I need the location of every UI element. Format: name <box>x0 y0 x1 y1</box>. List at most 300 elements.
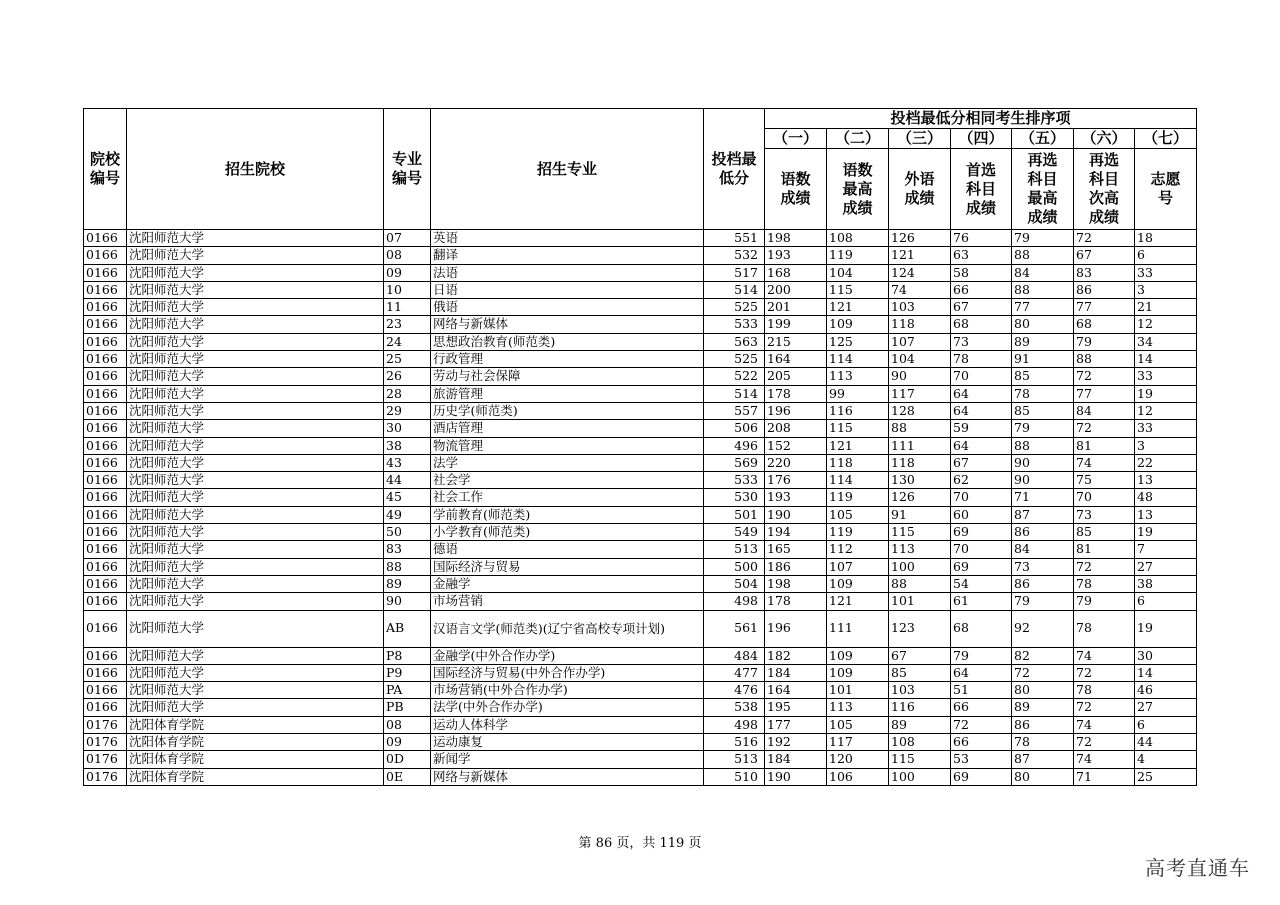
table-cell: 沈阳师范大学 <box>127 593 384 610</box>
table-cell: 社会学 <box>431 472 704 489</box>
table-cell: 78 <box>1074 610 1135 647</box>
table-cell: 33 <box>1135 420 1197 437</box>
table-cell: 08 <box>384 716 431 733</box>
table-cell: 沈阳师范大学 <box>127 230 384 247</box>
table-cell: 176 <box>765 472 827 489</box>
table-cell: 0166 <box>84 664 127 681</box>
table-cell: 103 <box>889 299 951 316</box>
table-cell: 61 <box>951 593 1012 610</box>
table-cell: 83 <box>1074 264 1135 281</box>
table-cell: 513 <box>704 541 765 558</box>
table-cell: 125 <box>827 333 889 350</box>
table-cell: 0166 <box>84 472 127 489</box>
table-cell: 115 <box>889 524 951 541</box>
table-cell: 网络与新媒体 <box>431 316 704 333</box>
header-sub-label: 再选科目次高成绩 <box>1074 149 1135 230</box>
table-cell: 小学教育(师范类) <box>431 524 704 541</box>
table-cell: 沈阳师范大学 <box>127 610 384 647</box>
table-cell: P8 <box>384 647 431 664</box>
table-cell: 79 <box>1074 593 1135 610</box>
table-cell: 64 <box>951 402 1012 419</box>
table-cell: 99 <box>827 385 889 402</box>
table-cell: 73 <box>951 333 1012 350</box>
table-cell: 0176 <box>84 768 127 785</box>
table-cell: 0166 <box>84 316 127 333</box>
table-cell: 72 <box>1074 420 1135 437</box>
table-cell: 历史学(师范类) <box>431 402 704 419</box>
table-cell: 66 <box>951 699 1012 716</box>
table-cell: 10 <box>384 281 431 298</box>
table-cell: 90 <box>384 593 431 610</box>
table-cell: 13 <box>1135 472 1197 489</box>
table-cell: 72 <box>1012 664 1074 681</box>
table-cell: 104 <box>827 264 889 281</box>
table-cell: 49 <box>384 506 431 523</box>
table-cell: 劳动与社会保障 <box>431 368 704 385</box>
table-row <box>84 368 1197 385</box>
table-cell: 80 <box>1012 768 1074 785</box>
table-row <box>84 734 1197 751</box>
table-cell: 75 <box>1074 472 1135 489</box>
table-cell: 80 <box>1012 316 1074 333</box>
table-cell: 106 <box>827 768 889 785</box>
table-cell: 沈阳师范大学 <box>127 664 384 681</box>
table-cell: 0166 <box>84 506 127 523</box>
table-cell: 193 <box>765 489 827 506</box>
table-cell: 沈阳师范大学 <box>127 472 384 489</box>
table-cell: 200 <box>765 281 827 298</box>
table-cell: 67 <box>889 647 951 664</box>
table-cell: 220 <box>765 454 827 471</box>
table-cell: 3 <box>1135 281 1197 298</box>
table-cell: 18 <box>1135 230 1197 247</box>
table-cell: 498 <box>704 716 765 733</box>
score-table <box>83 108 1197 786</box>
table-cell: 67 <box>951 299 1012 316</box>
table-cell: 78 <box>1012 385 1074 402</box>
table-cell: 84 <box>1074 402 1135 419</box>
table-cell: 88 <box>1012 437 1074 454</box>
table-cell: 74 <box>889 281 951 298</box>
table-cell: 29 <box>384 402 431 419</box>
table-cell: 165 <box>765 541 827 558</box>
table-cell: 13 <box>1135 506 1197 523</box>
table-cell: 190 <box>765 506 827 523</box>
table-cell: 78 <box>1012 734 1074 751</box>
table-cell: 沈阳师范大学 <box>127 647 384 664</box>
table-cell: 90 <box>1012 454 1074 471</box>
table-cell: 105 <box>827 716 889 733</box>
table-cell: 46 <box>1135 682 1197 699</box>
table-cell: 115 <box>827 420 889 437</box>
table-cell: 74 <box>1074 751 1135 768</box>
table-cell: 78 <box>1074 575 1135 592</box>
table-cell: 新闻学 <box>431 751 704 768</box>
table-cell: 市场营销 <box>431 593 704 610</box>
table-cell: 沈阳体育学院 <box>127 734 384 751</box>
table-cell: 沈阳师范大学 <box>127 489 384 506</box>
table-row <box>84 593 1197 610</box>
table-cell: 86 <box>1012 524 1074 541</box>
table-header <box>84 109 1197 230</box>
table-cell: 119 <box>827 489 889 506</box>
table-cell: 19 <box>1135 524 1197 541</box>
table-cell: 行政管理 <box>431 351 704 368</box>
header-tiebreak-group: 投档最低分相同考生排序项 <box>765 109 1197 129</box>
table-cell: 117 <box>827 734 889 751</box>
table-cell: 107 <box>827 558 889 575</box>
table-cell: 90 <box>1012 472 1074 489</box>
table-cell: 89 <box>1012 333 1074 350</box>
table-cell: 81 <box>1074 541 1135 558</box>
table-cell: 69 <box>951 558 1012 575</box>
table-cell: 25 <box>1135 768 1197 785</box>
table-cell: 市场营销(中外合作办学) <box>431 682 704 699</box>
table-cell: 112 <box>827 541 889 558</box>
table-cell: 48 <box>1135 489 1197 506</box>
header-sub-label: 语数最高成绩 <box>827 149 889 230</box>
table-cell: 68 <box>1074 316 1135 333</box>
table-cell: 19 <box>1135 610 1197 647</box>
table-cell: 0166 <box>84 264 127 281</box>
table-cell: 477 <box>704 664 765 681</box>
table-cell: 86 <box>1012 575 1074 592</box>
table-cell: 70 <box>951 541 1012 558</box>
table-row <box>84 402 1197 419</box>
table-cell: 85 <box>889 664 951 681</box>
table-cell: 酒店管理 <box>431 420 704 437</box>
table-cell: 沈阳师范大学 <box>127 524 384 541</box>
table-cell: 54 <box>951 575 1012 592</box>
table-cell: 0176 <box>84 734 127 751</box>
table-cell: 0166 <box>84 368 127 385</box>
table-cell: 0166 <box>84 230 127 247</box>
table-cell: 164 <box>765 682 827 699</box>
table-cell: 198 <box>765 230 827 247</box>
table-cell: 115 <box>889 751 951 768</box>
table-cell: 0166 <box>84 454 127 471</box>
table-cell: 87 <box>1012 506 1074 523</box>
table-cell: 109 <box>827 664 889 681</box>
table-row <box>84 524 1197 541</box>
table-cell: 沈阳体育学院 <box>127 716 384 733</box>
table-cell: 194 <box>765 524 827 541</box>
table-cell: 92 <box>1012 610 1074 647</box>
table-cell: 193 <box>765 247 827 264</box>
table-cell: 运动康复 <box>431 734 704 751</box>
table-cell: 6 <box>1135 247 1197 264</box>
table-cell: 484 <box>704 647 765 664</box>
table-cell: 0166 <box>84 299 127 316</box>
table-cell: 26 <box>384 368 431 385</box>
table-cell: 215 <box>765 333 827 350</box>
header-sub-index: （五） <box>1012 129 1074 149</box>
table-cell: 192 <box>765 734 827 751</box>
page-footer: 第 86 页，共 119 页 <box>578 836 702 851</box>
table-cell: 88 <box>889 575 951 592</box>
table-cell: 沈阳师范大学 <box>127 281 384 298</box>
table-cell: 114 <box>827 351 889 368</box>
table-cell: 金融学 <box>431 575 704 592</box>
header-sub-index: （七） <box>1135 129 1197 149</box>
table-cell: 0166 <box>84 385 127 402</box>
table-cell: 107 <box>889 333 951 350</box>
table-cell: 71 <box>1074 768 1135 785</box>
table-cell: 71 <box>1012 489 1074 506</box>
table-cell: 88 <box>889 420 951 437</box>
table-row <box>84 420 1197 437</box>
table-cell: 44 <box>1135 734 1197 751</box>
table-cell: 126 <box>889 489 951 506</box>
table-cell: 60 <box>951 506 1012 523</box>
table-cell: 510 <box>704 768 765 785</box>
table-row <box>84 333 1197 350</box>
table-cell: 沈阳师范大学 <box>127 437 384 454</box>
table-row <box>84 454 1197 471</box>
table-cell: 3 <box>1135 437 1197 454</box>
table-cell: 85 <box>1074 524 1135 541</box>
table-row <box>84 541 1197 558</box>
header-major-code: 专业编号 <box>384 109 431 230</box>
table-row <box>84 351 1197 368</box>
table-cell: 525 <box>704 299 765 316</box>
table-cell: 沈阳师范大学 <box>127 247 384 264</box>
table-cell: 190 <box>765 768 827 785</box>
table-cell: 73 <box>1074 506 1135 523</box>
table-row <box>84 489 1197 506</box>
table-cell: 70 <box>1074 489 1135 506</box>
header-sub-label: 外语成绩 <box>889 149 951 230</box>
table-cell: 沈阳体育学院 <box>127 768 384 785</box>
table-cell: PA <box>384 682 431 699</box>
table-cell: 118 <box>827 454 889 471</box>
table-cell: 0166 <box>84 402 127 419</box>
table-cell: 501 <box>704 506 765 523</box>
table-cell: 62 <box>951 472 1012 489</box>
table-cell: 6 <box>1135 593 1197 610</box>
table-cell: 学前教育(师范类) <box>431 506 704 523</box>
table-cell: 119 <box>827 524 889 541</box>
table-cell: 28 <box>384 385 431 402</box>
table-cell: 504 <box>704 575 765 592</box>
table-cell: 538 <box>704 699 765 716</box>
table-cell: 思想政治教育(师范类) <box>431 333 704 350</box>
table-cell: 551 <box>704 230 765 247</box>
table-cell: 184 <box>765 664 827 681</box>
table-cell: 85 <box>1012 368 1074 385</box>
table-cell: 123 <box>889 610 951 647</box>
table-cell: 0166 <box>84 593 127 610</box>
header-sub-label: 语数成绩 <box>765 149 827 230</box>
table-cell: 83 <box>384 541 431 558</box>
table-cell: PB <box>384 699 431 716</box>
table-cell: 0166 <box>84 524 127 541</box>
table-cell: 79 <box>1012 593 1074 610</box>
table-cell: 80 <box>1012 682 1074 699</box>
table-cell: 38 <box>1135 575 1197 592</box>
table-cell: 沈阳师范大学 <box>127 699 384 716</box>
table-cell: 0166 <box>84 610 127 647</box>
table-cell: AB <box>384 610 431 647</box>
table-cell: 500 <box>704 558 765 575</box>
table-cell: 525 <box>704 351 765 368</box>
table-row <box>84 716 1197 733</box>
table-cell: 86 <box>1012 716 1074 733</box>
table-cell: 532 <box>704 247 765 264</box>
table-cell: 121 <box>827 593 889 610</box>
table-cell: 152 <box>765 437 827 454</box>
table-cell: 0E <box>384 768 431 785</box>
table-cell: 205 <box>765 368 827 385</box>
table-cell: 53 <box>951 751 1012 768</box>
table-cell: 498 <box>704 593 765 610</box>
table-cell: 64 <box>951 385 1012 402</box>
table-cell: 199 <box>765 316 827 333</box>
table-cell: 沈阳师范大学 <box>127 506 384 523</box>
table-cell: 72 <box>1074 664 1135 681</box>
score-table-container <box>83 108 1196 786</box>
table-cell: 68 <box>951 610 1012 647</box>
table-cell: 513 <box>704 751 765 768</box>
table-cell: 121 <box>889 247 951 264</box>
table-cell: 14 <box>1135 664 1197 681</box>
table-row <box>84 385 1197 402</box>
table-cell: 108 <box>827 230 889 247</box>
table-cell: 86 <box>1074 281 1135 298</box>
table-cell: 201 <box>765 299 827 316</box>
table-cell: 530 <box>704 489 765 506</box>
table-cell: 34 <box>1135 333 1197 350</box>
table-cell: 德语 <box>431 541 704 558</box>
table-cell: 198 <box>765 575 827 592</box>
table-row <box>84 437 1197 454</box>
table-cell: 68 <box>951 316 1012 333</box>
table-cell: 0166 <box>84 351 127 368</box>
table-cell: 178 <box>765 593 827 610</box>
table-cell: 法语 <box>431 264 704 281</box>
table-cell: 法学(中外合作办学) <box>431 699 704 716</box>
table-cell: 85 <box>1012 402 1074 419</box>
table-cell: 67 <box>1074 247 1135 264</box>
table-cell: 0166 <box>84 281 127 298</box>
table-cell: 09 <box>384 734 431 751</box>
table-cell: 0166 <box>84 420 127 437</box>
table-cell: 121 <box>827 437 889 454</box>
table-cell: 111 <box>827 610 889 647</box>
table-cell: 100 <box>889 558 951 575</box>
header-sub-index: （四） <box>951 129 1012 149</box>
table-cell: 561 <box>704 610 765 647</box>
table-cell: 184 <box>765 751 827 768</box>
header-sub-label: 志愿号 <box>1135 149 1197 230</box>
table-cell: 77 <box>1074 385 1135 402</box>
header-sub-index: （二） <box>827 129 889 149</box>
table-cell: 24 <box>384 333 431 350</box>
table-cell: 俄语 <box>431 299 704 316</box>
table-cell: 164 <box>765 351 827 368</box>
table-cell: 12 <box>1135 316 1197 333</box>
watermark-logo-text: 高考直通车 <box>1145 856 1250 880</box>
table-cell: 506 <box>704 420 765 437</box>
table-cell: 72 <box>1074 558 1135 575</box>
table-cell: 69 <box>951 768 1012 785</box>
table-cell: 07 <box>384 230 431 247</box>
table-cell: 105 <box>827 506 889 523</box>
table-cell: 0176 <box>84 751 127 768</box>
table-cell: 33 <box>1135 264 1197 281</box>
table-cell: 金融学(中外合作办学) <box>431 647 704 664</box>
table-row <box>84 299 1197 316</box>
table-cell: 116 <box>889 699 951 716</box>
table-row <box>84 247 1197 264</box>
table-cell: 英语 <box>431 230 704 247</box>
table-cell: 73 <box>1012 558 1074 575</box>
table-cell: 74 <box>1074 647 1135 664</box>
table-cell: 82 <box>1012 647 1074 664</box>
header-sub-index: （三） <box>889 129 951 149</box>
table-cell: 0166 <box>84 682 127 699</box>
table-cell: 109 <box>827 647 889 664</box>
table-cell: 沈阳师范大学 <box>127 541 384 558</box>
table-cell: 476 <box>704 682 765 699</box>
table-cell: 沈阳师范大学 <box>127 682 384 699</box>
table-cell: 113 <box>827 368 889 385</box>
table-cell: 119 <box>827 247 889 264</box>
table-cell: 沈阳师范大学 <box>127 420 384 437</box>
table-cell: 59 <box>951 420 1012 437</box>
table-cell: 84 <box>1012 264 1074 281</box>
table-cell: 517 <box>704 264 765 281</box>
table-cell: 103 <box>889 682 951 699</box>
table-cell: 88 <box>1012 281 1074 298</box>
table-cell: 30 <box>1135 647 1197 664</box>
table-row <box>84 281 1197 298</box>
table-cell: 64 <box>951 664 1012 681</box>
header-sub-label: 首选科目成绩 <box>951 149 1012 230</box>
table-cell: 25 <box>384 351 431 368</box>
table-cell: 67 <box>951 454 1012 471</box>
table-row <box>84 575 1197 592</box>
table-cell: P9 <box>384 664 431 681</box>
table-cell: 50 <box>384 524 431 541</box>
table-cell: 沈阳师范大学 <box>127 454 384 471</box>
table-cell: 物流管理 <box>431 437 704 454</box>
table-cell: 116 <box>827 402 889 419</box>
table-cell: 168 <box>765 264 827 281</box>
table-cell: 09 <box>384 264 431 281</box>
table-cell: 0166 <box>84 647 127 664</box>
table-cell: 104 <box>889 351 951 368</box>
table-row <box>84 264 1197 281</box>
table-cell: 563 <box>704 333 765 350</box>
table-cell: 汉语言文学(师范类)(辽宁省高校专项计划) <box>431 610 704 647</box>
table-cell: 沈阳师范大学 <box>127 264 384 281</box>
table-cell: 84 <box>1012 541 1074 558</box>
table-cell: 90 <box>889 368 951 385</box>
table-cell: 182 <box>765 647 827 664</box>
table-cell: 58 <box>951 264 1012 281</box>
table-cell: 121 <box>827 299 889 316</box>
table-cell: 0176 <box>84 716 127 733</box>
table-row <box>84 316 1197 333</box>
table-cell: 124 <box>889 264 951 281</box>
table-cell: 法学 <box>431 454 704 471</box>
table-cell: 日语 <box>431 281 704 298</box>
table-cell: 522 <box>704 368 765 385</box>
table-row <box>84 610 1197 647</box>
table-cell: 44 <box>384 472 431 489</box>
table-cell: 196 <box>765 402 827 419</box>
